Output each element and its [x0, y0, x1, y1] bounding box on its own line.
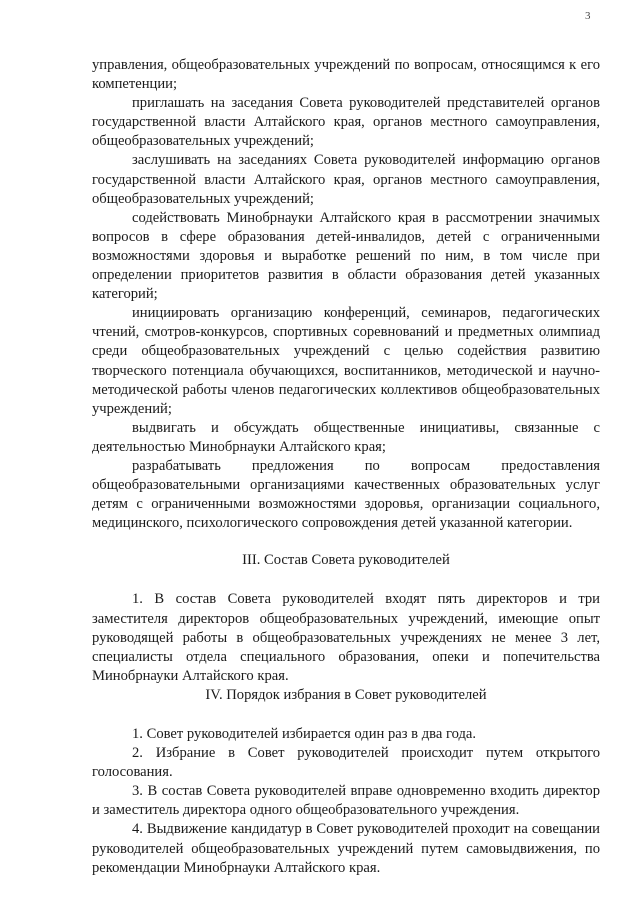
document-body [92, 56, 600, 878]
section-heading-composition: III. Состав Совета руководителей [242, 552, 450, 569]
paragraph-invite-representatives: приглашать на заседания Совета руководителей представителей органов государственной власти Алтайского края, органов местного самоуправления, общеобразовательных учреждений; [92, 95, 600, 150]
paragraph-public-initiatives: выдвигать и обсуждать общественные инициативы, связанные с деятельностью Минобрнауки Алтайского края; [92, 419, 600, 455]
paragraph-election-2: 2. Избрание в Совет руководителей происходит путем открытого голосования. [92, 745, 600, 781]
paragraph-election-3: 3. В состав Совета руководителей вправе одновременно входить директор и заместитель директора одного общеобразовательного учреждения. [92, 783, 600, 819]
paragraph-initiate-events: инициировать организацию конференций, семинаров, педагогических чтений, смотров-конкурсов, спортивных соревнований и предметных олимпиад среди общеобразовательных учреждений с целью содействия развитию творческого потенциала обучающихся, воспитанников, методической и научно-методической работы членов педагогических коллективов общеобразовательных учреждений; [92, 305, 600, 417]
paragraph-hear-information: заслушивать на заседаниях Совета руководителей информацию органов государственной власти Алтайского края, органов местного самоуправления, общеобразовательных учреждений; [92, 152, 600, 207]
paragraph-competence-continuation: управления, общеобразовательных учреждений по вопросам, относящимся к его компетенции; [92, 57, 600, 93]
paragraph-election-1: 1. Совет руководителей избирается один раз в два года. [132, 726, 477, 742]
section-heading-election: IV. Порядок избрания в Совет руководителей [205, 686, 487, 703]
page-number: 3 [585, 10, 591, 22]
paragraph-assist-ministry: содействовать Минобрнауки Алтайского края в рассмотрении значимых вопросов в сфере образования детей-инвалидов, детей с ограниченными возможностями здоровья и выработке решений по ним, в том числе при определении приоритетов развития в области образования детей указанных категорий; [92, 209, 600, 303]
paragraph-composition-1: 1. В состав Совета руководителей входят пять директоров и три заместителя директоров общеобразовательных учреждений, имеющие опыт руководящей работы в общеобразовательных учреждениях не менее 3 лет, специалисты отдела специального образования, опеки и попечительства Минобрнауки Алтайского края. [92, 591, 600, 684]
paragraph-election-4: 4. Выдвижение кандидатур в Совет руководителей проходит на совещании руководителей общеобразовательных учреждений путем самовыдвижения, по рекомендации Минобрнауки Алтайского края. [92, 821, 600, 876]
paragraph-develop-proposals: разрабатывать предложения по вопросам предоставления общеобразовательными организациями качественных образовательных услуг детям с ограниченными возможностями здоровья, организации социального, медицинского, психологического сопровождения детей указанной категории. [92, 457, 600, 532]
